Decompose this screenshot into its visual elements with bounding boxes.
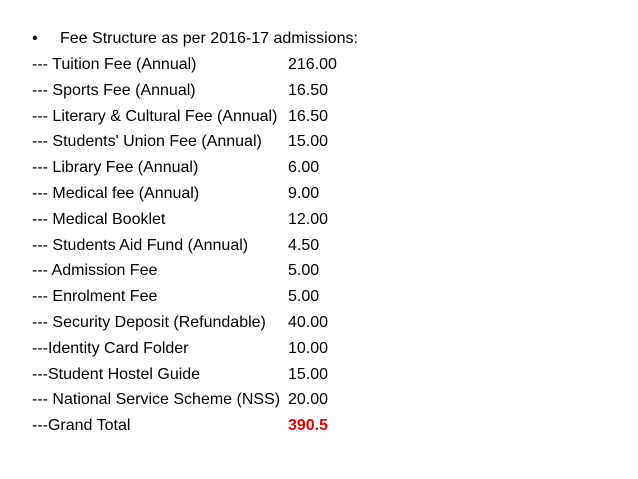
fee-row-tuition [32,55,337,81]
fee-amount: 5.00 [288,262,320,280]
fee-label: --- National Service Scheme (NSS) [32,391,281,409]
fee-amount: 12.00 [288,210,329,228]
fee-label: --- Students' Union Fee (Annual) [32,133,262,151]
heading-text: Fee Structure as per 2016-17 admissions: [60,30,358,47]
fee-label: --- Enrolment Fee [32,288,158,306]
fee-row-library [32,158,337,184]
fee-label: ---Identity Card Folder [32,339,189,357]
fee-amount: 15.00 [288,365,329,383]
fee-label: --- Tuition Fee (Annual) [32,56,197,73]
fee-list [32,55,337,442]
fee-row-grand-total [32,416,337,442]
fee-label: --- Admission Fee [32,262,158,280]
fee-label: --- Medical fee (Annual) [32,184,200,202]
fee-row-security-deposit [32,313,337,339]
grand-total-label: ---Grand Total [32,417,131,435]
fee-row-students-aid [32,236,337,262]
fee-amount: 9.00 [288,184,320,202]
fee-amount: 40.00 [288,313,329,331]
fee-label: ---Student Hostel Guide [32,365,201,383]
fee-row-students-union [32,132,337,158]
bullet-icon: • [32,30,38,47]
fee-amount: 16.50 [288,81,329,99]
fee-label: --- Sports Fee (Annual) [32,81,196,99]
fee-amount: 5.00 [288,288,320,306]
fee-row-medical-booklet [32,210,337,236]
fee-amount: 4.50 [288,236,320,254]
fee-row-sports [32,81,337,107]
fee-label: --- Students Aid Fund (Annual) [32,236,249,254]
fee-amount: 20.00 [288,391,329,409]
fee-row-nss [32,390,337,416]
fee-label: --- Medical Booklet [32,210,166,228]
fee-amount: 15.00 [288,133,329,151]
fee-amount: 6.00 [288,159,320,177]
fee-row-enrolment [32,287,337,313]
fee-row-identity-card [32,339,337,365]
fee-row-hostel-guide [32,365,337,391]
fee-row-literary-cultural [32,107,337,133]
fee-label: --- Literary & Cultural Fee (Annual) [32,107,278,125]
fee-label: --- Library Fee (Annual) [32,159,199,177]
fee-label: --- Security Deposit (Refundable) [32,313,266,331]
fee-structure-heading [32,29,358,49]
fee-amount: 10.00 [288,339,329,357]
fee-amount: 216.00 [288,56,337,73]
fee-row-admission [32,261,337,287]
fee-amount: 16.50 [288,107,329,125]
grand-total-amount: 390.5 [288,417,329,435]
fee-row-medical [32,184,337,210]
